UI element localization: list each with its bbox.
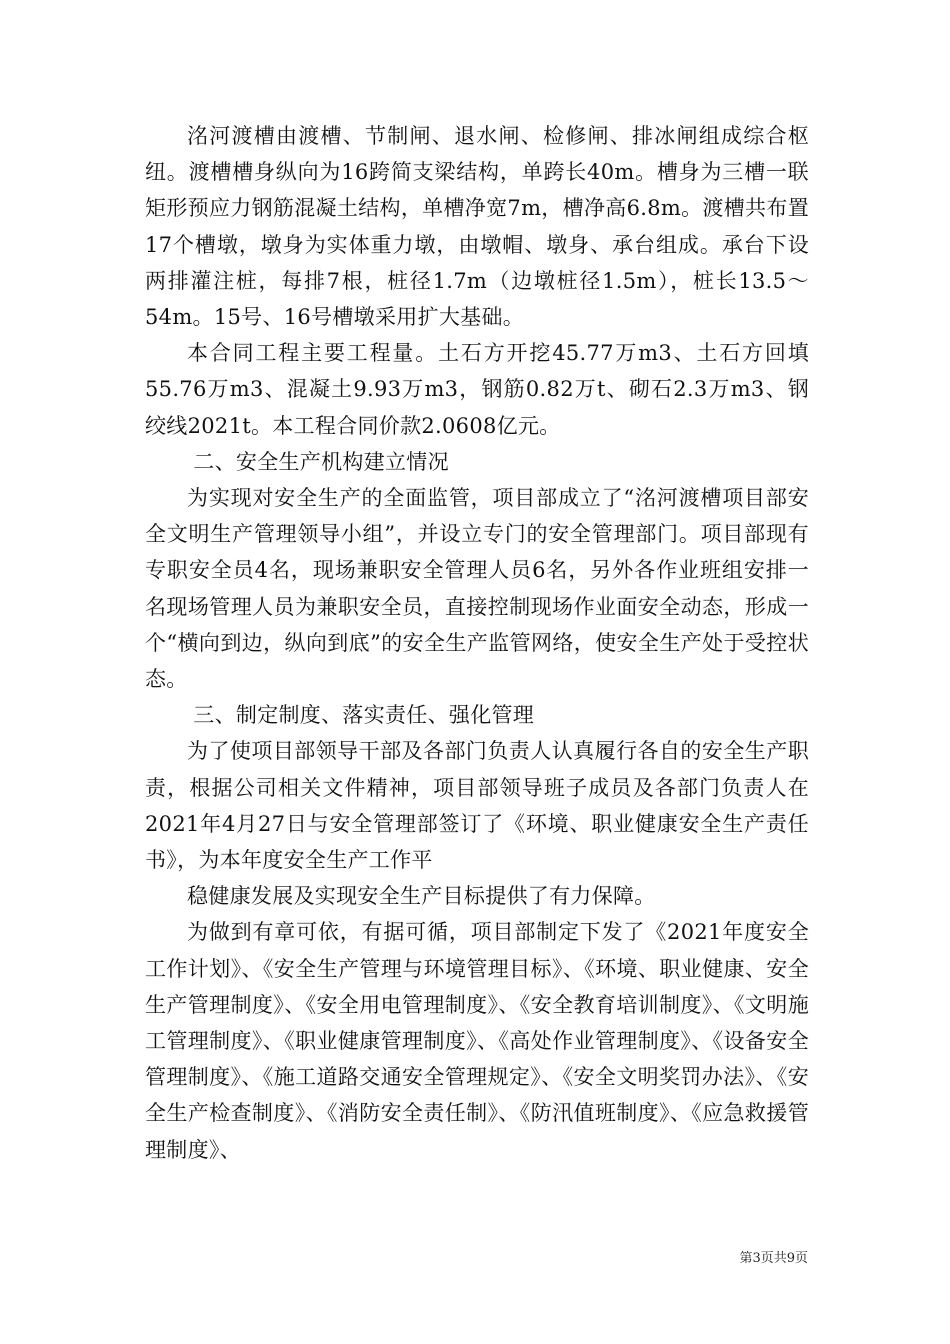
page-number-footer: 第3页共9页 [739,1251,808,1266]
paragraph-responsibility-agreement: 为了使项目部领导干部及各部门负责人认真履行各自的安全生产职责，根据公司相关文件精神，项目部领导班子成员及各部门负责人在2021年4月27日与安全管理部签订了《环境、职业健康安全生产责任书》，为本年度安全生产工作平 [145,739,809,873]
paragraph-project-overview: 洺河渡槽由渡槽、节制闸、退水闸、检修闸、排冰闸组成综合枢纽。渡槽槽身纵向为16跨简支梁结构，单跨长40m。槽身为三槽一联矩形预应力钢筋混凝土结构，单槽净宽7m，槽净高6.8m。渡槽共布置17个槽墩，墩身为实体重力墩，由墩帽、墩身、承台组成。承台下设两排灌注桩，每排7根，桩径1.7m（边墩桩径1.5m），桩长13.5～54m。15号、16号槽墩采用扩大基础。 [145,124,809,330]
section-heading-rules-responsibility: 三、制定制度、落实责任、强化管理 [193,703,535,728]
paragraph-responsibility-continued: 稳健康发展及实现安全生产目标提供了有力保障。 [187,884,656,909]
paragraph-work-quantities: 本合同工程主要工程量。土石方开挖45.77万m3、土石方回填55.76万m3、混凝土9.93万m3，钢筋0.82万t、砌石2.3万m3、钢绞线2021t。本工程合同价款2.0608亿元。 [145,341,809,438]
paragraph-regulations-list: 为做到有章可依，有据可循，项目部制定下发了《2021年度安全工作计划》、《安全生产管理与环境管理目标》、《环境、职业健康、安全生产管理制度》、《安全用电管理制度》、《安全教育培训制度》、《文明施工管理制度》、《职业健康管理制度》、《高处作业管理制度》、《设备安全管理制度》、《施工道路交通安全管理规定》、《安全文明奖罚办法》、《安全生产检查制度》、《消防安全责任制》、《防汛值班制度》、《应急救援管理制度》、 [145,920,809,1162]
document-body [145,118,809,1168]
section-heading-safety-organization: 二、安全生产机构建立情况 [193,449,449,474]
paragraph-safety-organization: 为实现对安全生产的全面监管，项目部成立了“洺河渡槽项目部安全文明生产管理领导小组”，并设立专门的安全管理部门。项目部现有专职安全员4名，现场兼职安全管理人员6名，另外各作业班组安排一名现场管理人员为兼职安全员，直接控制现场作业面安全动态，形成一个“横向到边，纵向到底”的安全生产监管网络，使安全生产处于受控状态。 [145,486,809,692]
